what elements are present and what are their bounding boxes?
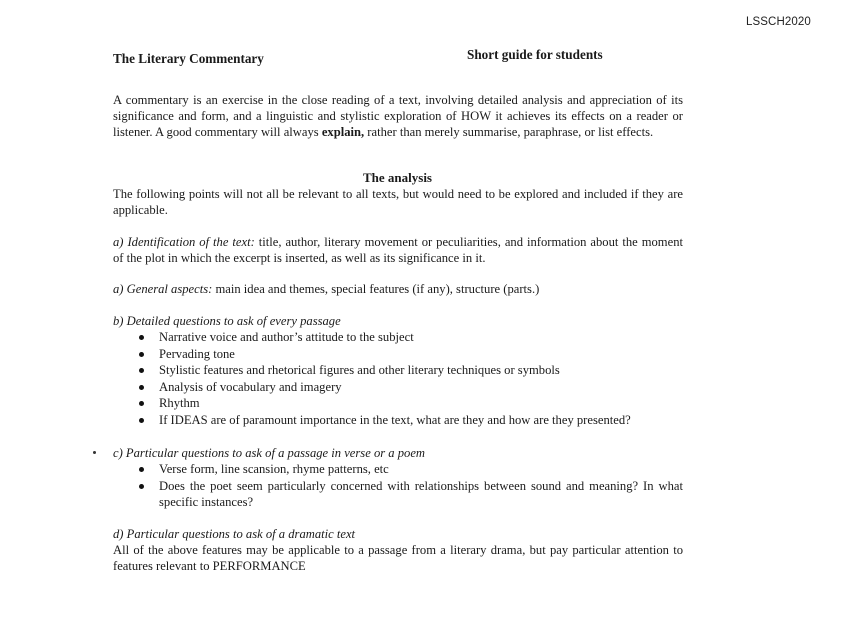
analysis-paragraph: The following points will not all be relevant to all texts, but would need to be explored and included if they are applicable. [113, 187, 683, 217]
section-detailed-questions-label: b) Detailed questions to ask of every passage [113, 314, 341, 328]
analysis-heading: The analysis [363, 170, 432, 185]
intro-paragraph [113, 92, 683, 140]
section-dramatic-text-body: All of the above features may be applicable to a passage from a literary drama, but pay particular attention to features relevant to PERFORMANCE [113, 543, 683, 573]
section-verse-questions [113, 445, 683, 511]
list-item: Pervading tone [159, 346, 683, 363]
section-identification-text: title, author, literary movement or peculiarities, and information about the moment of the plot in which the excerpt is inserted, as well as its significance in it. [113, 235, 683, 265]
section-dramatic-text [113, 526, 683, 574]
list-item: Does the poet seem particularly concerned with relationships between sound and meaning? In what specific instances? [159, 478, 683, 510]
list-item: Analysis of vocabulary and imagery [159, 379, 683, 396]
bullet-mark-icon [93, 451, 96, 454]
document-subtitle: Short guide for students [467, 47, 603, 62]
intro-bold-word: explain, [321, 125, 365, 139]
intro-text-start: A commentary is an exercise in the close reading of a text, involving detailed analysis and appreciation of its significance and form, and a linguistic and stylistic exploration of HOW it achieves its effects on a reader or listener. A good commentary will always [113, 93, 683, 139]
section-general-aspects [113, 281, 683, 297]
verse-questions-list [113, 461, 683, 511]
list-item: Verse form, line scansion, rhyme patterns, etc [159, 461, 683, 478]
detailed-questions-list [113, 329, 683, 429]
section-dramatic-text-label: d) Particular questions to ask of a dramatic text [113, 527, 356, 541]
section-identification [113, 234, 683, 266]
list-item: Rhythm [159, 395, 683, 412]
list-item: Stylistic features and rhetorical figures and other literary techniques or symbols [159, 362, 683, 379]
section-general-aspects-label: a) General aspects: [113, 282, 213, 296]
document-title: The Literary Commentary [113, 51, 264, 66]
section-general-aspects-text: main idea and themes, special features (if any), structure (parts.) [212, 282, 540, 296]
section-verse-questions-label: c) Particular questions to ask of a passage in verse or a poem [113, 446, 426, 460]
document-code: LSSCH2020 [746, 16, 811, 28]
section-detailed-questions [113, 313, 683, 429]
list-item: Narrative voice and author’s attitude to the subject [159, 329, 683, 346]
section-identification-label: a) Identification of the text: [113, 235, 255, 249]
list-item: If IDEAS are of paramount importance in the text, what are they and how are they presented? [159, 412, 683, 429]
intro-text-end: rather than merely summarise, paraphrase, or list effects. [364, 125, 654, 139]
